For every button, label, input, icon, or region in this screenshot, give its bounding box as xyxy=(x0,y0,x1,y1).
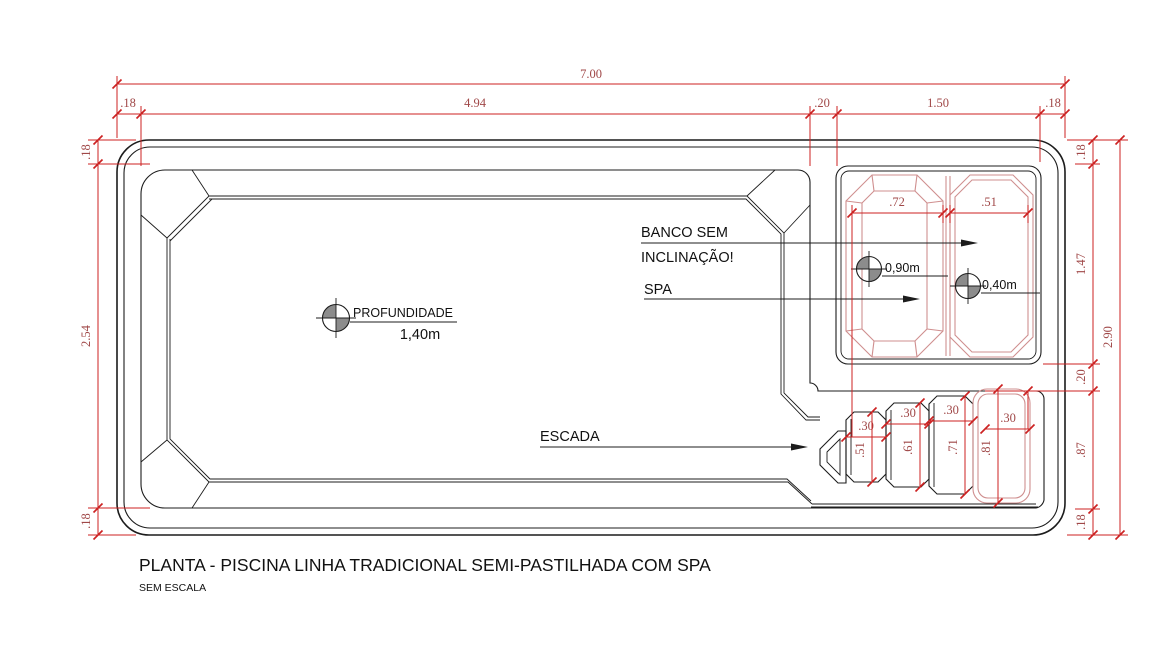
dim-left xyxy=(79,136,150,540)
drawing-subtitle: SEM ESCALA xyxy=(139,582,207,594)
banco-leader-arrow xyxy=(961,240,978,247)
depth-seat-value: 0,40m xyxy=(982,278,1017,292)
dim-stairs xyxy=(842,385,1035,508)
escada-leader-arrow xyxy=(791,444,808,451)
pool-basin-outline xyxy=(141,170,1044,508)
dim-top-seg-2: .20 xyxy=(814,96,830,110)
dim-left-seg-1: 2.54 xyxy=(79,325,93,347)
drawing-title: PLANTA - PISCINA LINHA TRADICIONAL SEMI-PASTILHADA COM SPA xyxy=(139,555,711,575)
dim-stair-l2: .61 xyxy=(901,439,915,455)
dim-top xyxy=(113,67,1070,166)
dim-top-seg-3: 1.50 xyxy=(927,96,949,110)
dim-right-seg-3: .87 xyxy=(1074,442,1088,458)
dim-left-seg-2: .18 xyxy=(79,513,93,529)
dim-right-seg-4: .18 xyxy=(1074,514,1088,530)
dim-top-seg-4: .18 xyxy=(1045,96,1061,110)
dim-stair-w4: .30 xyxy=(1000,411,1016,425)
profundidade-value: 1,40m xyxy=(399,327,441,343)
dim-spa-bench: .72 xyxy=(889,195,905,209)
dim-top-overall: 7.00 xyxy=(580,67,602,81)
annotation-depth-bench xyxy=(882,261,948,276)
depth-bench-value: 0,90m xyxy=(885,261,920,275)
profundidade-label: PROFUNDIDADE xyxy=(352,306,454,320)
banco-label-line2: INCLINAÇÃO! xyxy=(641,250,734,266)
annotation-profundidade xyxy=(350,306,457,343)
annotation-depth-seat xyxy=(981,278,1040,293)
depth-symbol-bench xyxy=(851,251,887,287)
dim-stair-w3: .30 xyxy=(943,403,959,417)
dim-top-seg-1: 4.94 xyxy=(464,96,486,110)
dim-right-seg-1: 1.47 xyxy=(1074,253,1088,275)
dim-left-seg-0: .18 xyxy=(79,144,93,160)
dim-right xyxy=(985,136,1128,540)
dim-right-overall: 2.90 xyxy=(1101,326,1115,348)
depth-symbol-main xyxy=(316,298,356,338)
dim-top-seg-0: .18 xyxy=(120,96,136,110)
banco-label-line1: BANCO SEM xyxy=(641,225,729,241)
stair-wedge xyxy=(820,431,846,483)
dim-stair-l3: .71 xyxy=(946,439,960,455)
escada-label: ESCADA xyxy=(540,429,600,445)
dim-stair-l4: .81 xyxy=(979,440,993,456)
dim-spa-seat: .51 xyxy=(981,195,997,209)
dim-right-seg-2: .20 xyxy=(1074,369,1088,385)
dim-stair-w1: .30 xyxy=(858,419,874,433)
dim-right-seg-0: .18 xyxy=(1074,144,1088,160)
spa-label: SPA xyxy=(644,282,672,298)
dim-spa xyxy=(848,195,1033,437)
annotation-spa xyxy=(644,282,920,303)
spa-divider xyxy=(946,176,950,356)
annotation-escada xyxy=(540,429,808,451)
spa-leader-arrow xyxy=(903,296,920,303)
dim-stair-w2: .30 xyxy=(900,406,916,420)
dim-stair-l1: .51 xyxy=(853,442,867,458)
